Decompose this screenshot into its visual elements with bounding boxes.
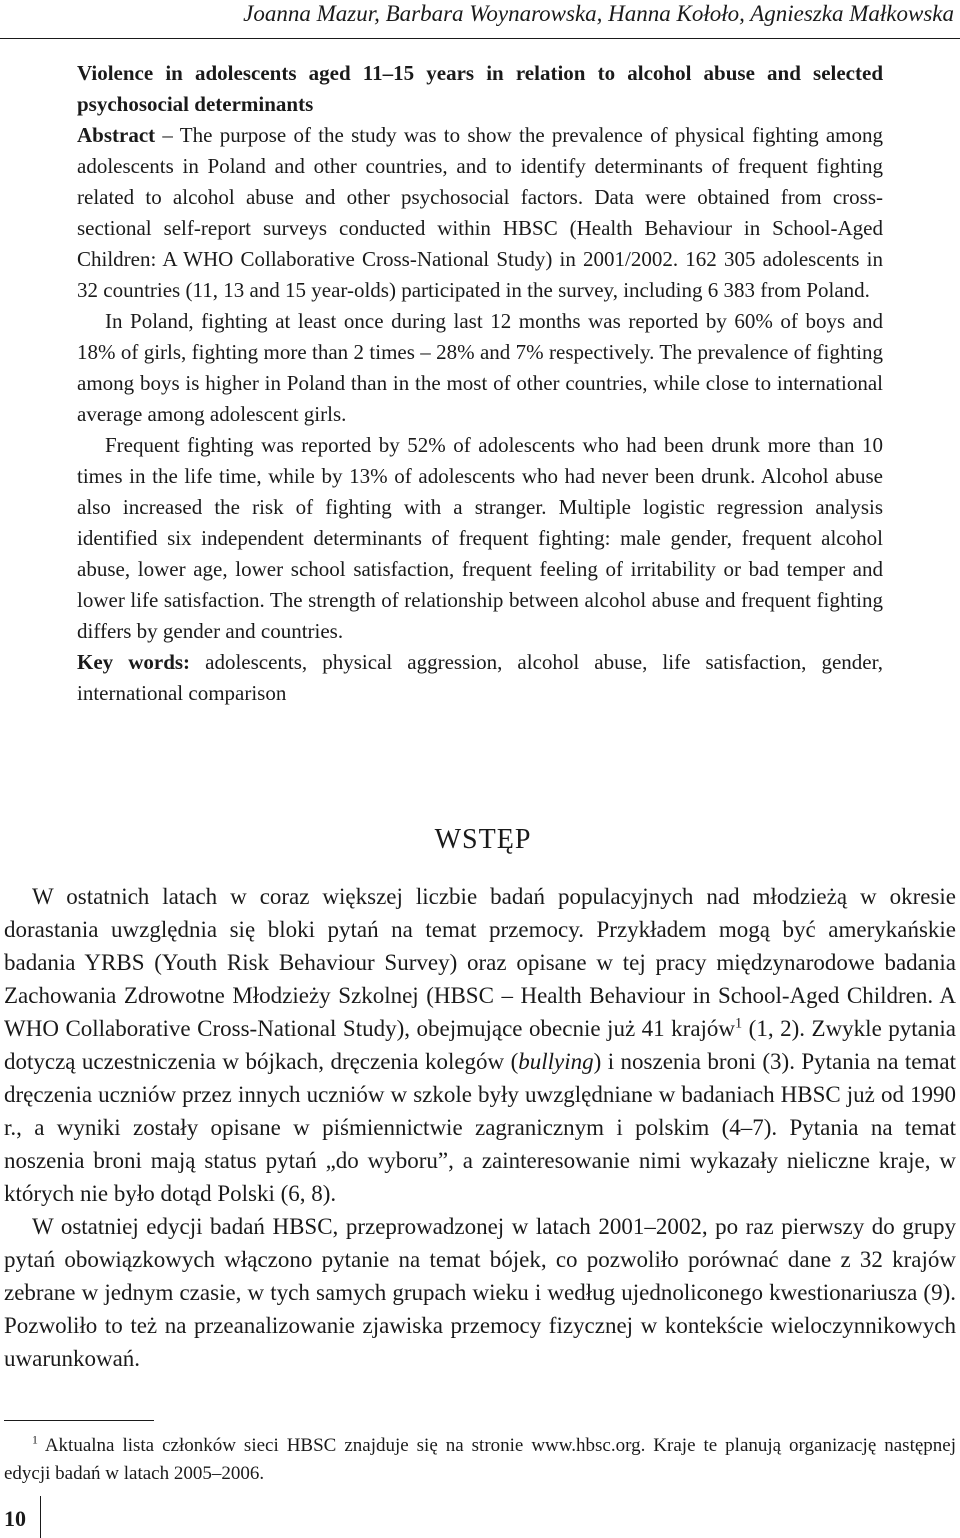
abstract-paragraph-1-text: – The purpose of the study was to show the prevalence of physical fighting among adolescents in Poland and other countries, and to identify determinants of frequent fighting related to alcohol abuse and other psychosocial factors. Data were obtained from cross-sectional self-report surveys conducted within HBSC (Health Behaviour in School-Aged Children: A WHO Collaborative Cross-National Study) in 2001/2002. 162 305 adolescents in 32 countries (11, 13 and 15 year-olds) participated in the survey, including 6 383 from Poland. — [77, 123, 883, 302]
footnote-reference: 1 — [735, 1015, 743, 1032]
abstract-title: Violence in adolescents aged 11–15 years in relation to alcohol abuse and selected psychosocial determinants — [77, 61, 883, 116]
footnote-text: Aktualna lista członków sieci HBSC znajduje się na stronie www.hbsc.org. Kraje te planują organizację następnej edycji badań w latach 2005–2006. — [4, 1435, 956, 1484]
body-paragraph-1 — [4, 880, 956, 1210]
keywords-text: adolescents, physical aggression, alcohol abuse, life satisfaction, gender, international comparison — [77, 650, 883, 705]
body-paragraph-1-part-c: ) i noszenia broni (3). Pytania na temat dręczenia uczniów przez innych uczniów w szkole były uwzględniane w badaniach HBSC już od 1990 r., a wyniki zostały opisane w piśmiennictwie zagranicznym i polskim (4–7). Pytania na temat noszenia broni mają status pytań „do wyboru”, a zainteresowanie nimi wykazały nieliczne kraje, w których nie było dotąd Polski (6, 8). — [4, 1049, 956, 1206]
page-number-rule — [40, 1496, 41, 1538]
footnote-separator — [4, 1420, 154, 1421]
running-header-authors: Joanna Mazur, Barbara Woynarowska, Hanna Kołoło, Agnieszka Małkowska — [243, 1, 954, 26]
main-body-text — [4, 880, 956, 1375]
body-paragraph-2: W ostatniej edycji badań HBSC, przeprowadzonej w latach 2001–2002, po raz pierwszy do grupy pytań obowiązkowych włączono pytanie na temat bójek, co pozwoliło porównać dane z 32 krajów zebrane w jednym czasie, w tych samych grupach wieku i według ujednoliconego kwestionariusza (9). Pozwoliło to też na przeanalizowanie zjawiska przemocy fizycznej w kontekście wieloczynnikowych uwarunkowań. — [4, 1214, 956, 1371]
body-paragraph-1-part-b: (1, 2). Zwykle pytania dotyczą uczestniczenia w bójkach, dręczenia kolegów ( — [4, 1016, 956, 1074]
footnote — [4, 1432, 956, 1488]
abstract-paragraph-3: Frequent fighting was reported by 52% of adolescents who had been drunk more than 10 times in the life time, while by 13% of adolescents who had never been drunk. Alcohol abuse also increased the risk of fighting with a stranger. Multiple logistic regression analysis identified six independent determinants of frequent fighting: male gender, frequent alcohol abuse, lower age, lower school satisfaction, frequent feeling of irritability or bad temper and lower life satisfaction. The strength of relationship between alcohol abuse and frequent fighting differs by gender and countries. — [77, 433, 883, 643]
abstract-keywords — [77, 647, 883, 709]
running-header — [0, 0, 960, 39]
english-abstract — [77, 58, 883, 709]
abstract-label: Abstract — [77, 123, 156, 147]
section-heading: WSTĘP — [434, 824, 532, 855]
italic-term: bullying — [518, 1049, 594, 1074]
abstract-paragraph-2: In Poland, fighting at least once during last 12 months was reported by 60% of boys and 18% of girls, fighting more than 2 times – 28% and 7% respectively. The prevalence of fighting among boys is higher in Poland than in the most of other countries, while close to international average among adolescent girls. — [77, 309, 883, 426]
footnote-marker: 1 — [32, 1433, 38, 1447]
keywords-label: Key words: — [77, 650, 191, 674]
page-number: 10 — [4, 1506, 26, 1531]
abstract-paragraph-1 — [77, 120, 883, 306]
body-paragraph-1-part-a: W ostatnich latach w coraz większej liczbie badań populacyjnych nad młodzieżą w okresie dorastania uwzględnia się bloki pytań na temat przemocy. Przykładem mogą być amerykańskie badania YRBS (Youth Risk Behaviour Survey) oraz opisane w tej pracy międzynarodowe badania Zachowania Zdrowotne Młodzieży Szkolnej (HBSC – Health Behaviour in School-Aged Children. A WHO Collaborative Cross-National Study), obejmujące obecnie już 41 krajów — [4, 884, 956, 1041]
